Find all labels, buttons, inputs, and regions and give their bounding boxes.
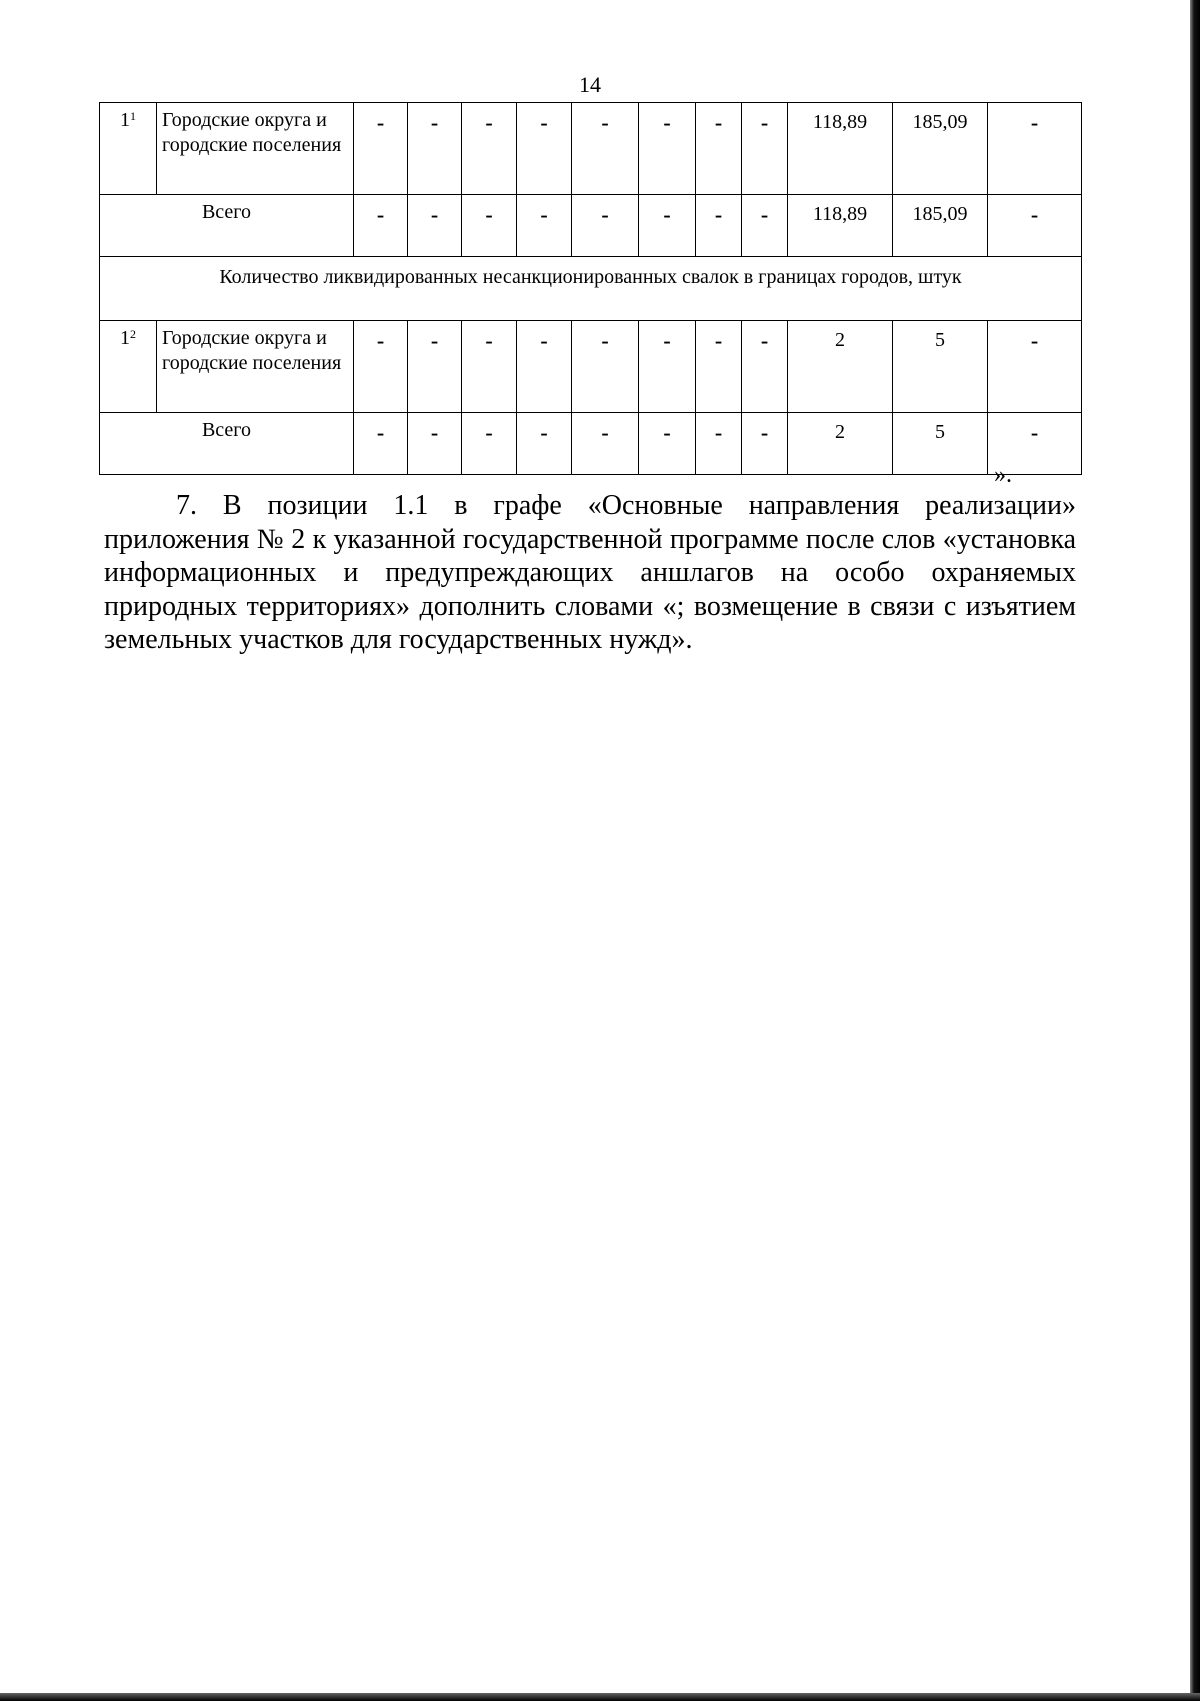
value-cell: -: [639, 321, 696, 413]
value-cell: -: [354, 321, 408, 413]
value-cell: -: [639, 413, 696, 475]
value-cell: -: [639, 103, 696, 195]
value-cell: 118,89: [788, 195, 893, 257]
value-cell: 5: [893, 321, 988, 413]
value-cell: -: [462, 321, 517, 413]
value-cell: 185,09: [893, 195, 988, 257]
value-cell: -: [572, 413, 639, 475]
value-cell: -: [742, 195, 788, 257]
value-cell: -: [742, 321, 788, 413]
closing-quote: ».: [994, 462, 1012, 488]
page-number: 14: [579, 72, 601, 97]
row-index-cell: $1^2$: [100, 321, 157, 413]
value-cell: -: [354, 103, 408, 195]
value-cell: -: [517, 103, 572, 195]
value-cell: 2: [788, 321, 893, 413]
indicator-table: [99, 102, 1082, 475]
value-cell: -: [742, 413, 788, 475]
value-cell: -: [572, 321, 639, 413]
row-name-cell: Городские округа и городские поселения: [157, 103, 354, 195]
value-cell: -: [696, 321, 742, 413]
value-cell: 118,89: [788, 103, 893, 195]
table-row-total: [100, 195, 1082, 257]
value-cell: -: [696, 103, 742, 195]
value-cell: -: [572, 195, 639, 257]
row-index-cell: $1^1$: [100, 103, 157, 195]
value-cell: -: [354, 195, 408, 257]
value-cell: 5: [893, 413, 988, 475]
value-cell: -: [408, 321, 462, 413]
value-cell: -: [742, 103, 788, 195]
value-cell: 2: [788, 413, 893, 475]
value-cell: -: [572, 103, 639, 195]
value-cell: -: [408, 413, 462, 475]
value-cell: -: [462, 103, 517, 195]
row-name-cell: Городские округа и городские поселения: [157, 321, 354, 413]
value-cell: -: [462, 413, 517, 475]
table-row: [100, 103, 1082, 195]
value-cell: -: [462, 195, 517, 257]
table-row-total: [100, 413, 1082, 475]
value-cell: -: [988, 321, 1082, 413]
value-cell: -: [408, 195, 462, 257]
value-cell: 185,09: [893, 103, 988, 195]
total-label-cell: Всего: [100, 195, 354, 257]
value-cell: -: [517, 195, 572, 257]
value-cell: -: [988, 195, 1082, 257]
value-cell: -: [517, 413, 572, 475]
value-cell: -: [354, 413, 408, 475]
section-caption: Количество ликвидированных несанкционированных свалок в границах городов, штук: [100, 257, 1082, 321]
total-label-cell: Всего: [100, 413, 354, 475]
value-cell: -: [408, 103, 462, 195]
amendment-paragraph: 7. В позиции 1.1 в графе «Основные направления реализации» приложения № 2 к указанной государственной программе после слов «установка информационных и предупреждающих аншлагов на особо охраняемых природных территориях» дополнить словами «; возмещение в связи с изъятием земельных участков для государственных нужд».: [104, 490, 1076, 655]
table-row-caption: [100, 257, 1082, 321]
value-cell: -: [988, 103, 1082, 195]
table-row: [100, 321, 1082, 413]
value-cell: -: [639, 195, 696, 257]
scan-edge-right: [1190, 0, 1200, 1701]
scan-edge-bottom: [0, 1693, 1200, 1701]
value-cell: -: [517, 321, 572, 413]
value-cell: -: [696, 195, 742, 257]
value-cell: -: [988, 413, 1082, 475]
value-cell: -: [696, 413, 742, 475]
